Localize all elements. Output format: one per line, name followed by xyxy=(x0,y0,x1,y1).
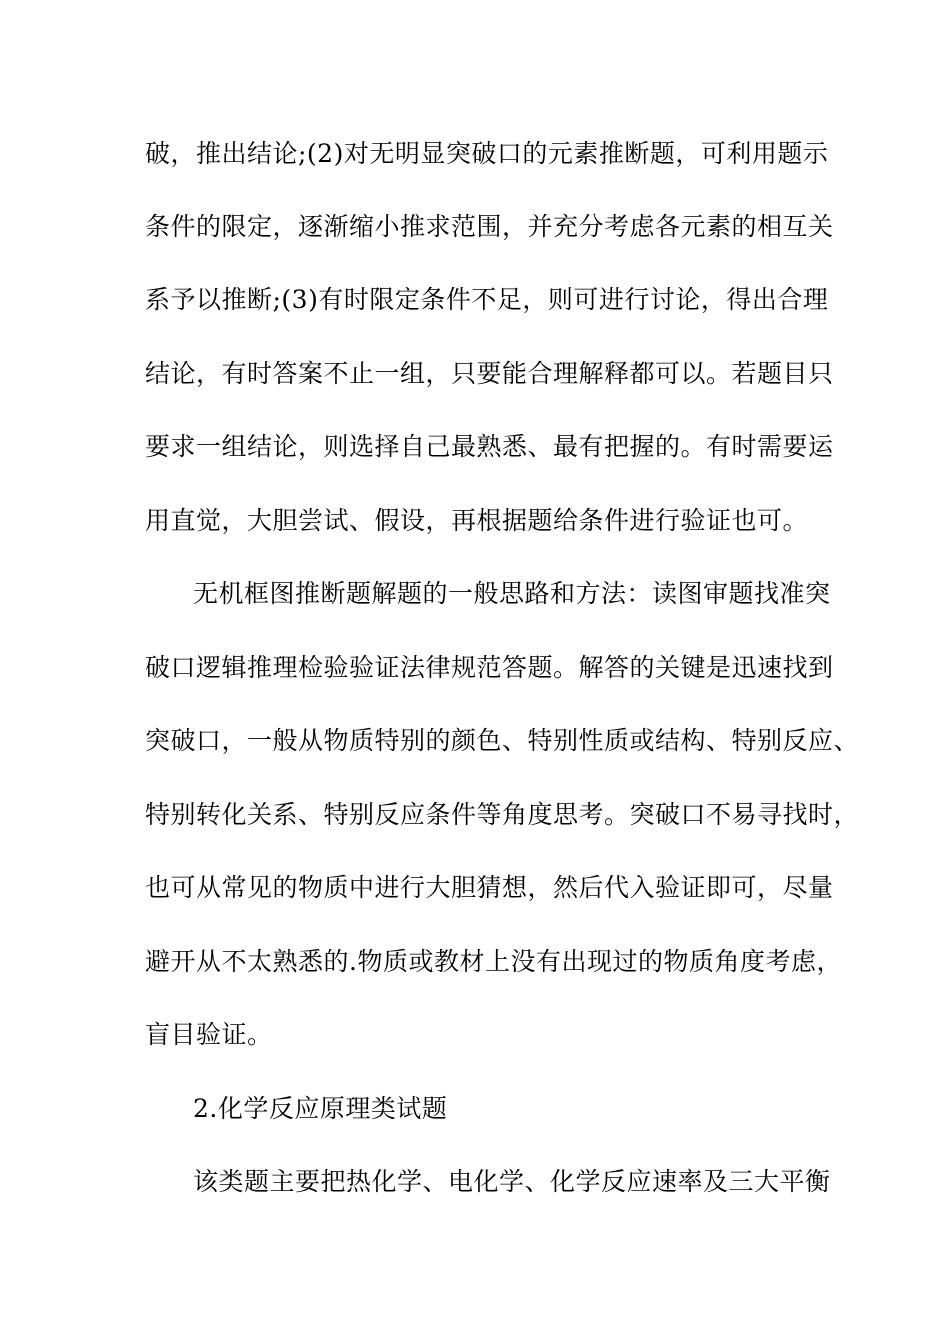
paragraph-line: 也可从常见的物质中进行大胆猜想，然后代入验证即可，尽量 xyxy=(145,873,834,902)
paragraph-line: 无机框图推断题解题的一般思路和方法：读图审题找准突 xyxy=(193,579,831,608)
paragraph-line: 要求一组结论，则选择自己最熟悉、最有把握的。有时需要运 xyxy=(145,432,834,461)
paragraph-line: 突破口，一般从物质特别的颜色、特别性质或结构、特别反应、 xyxy=(145,726,860,755)
paragraph-line: 用直觉，大胆尝试、假设，再根据题给条件进行验证也可。 xyxy=(145,506,809,535)
paragraph-line: 系予以推断;(3)有时限定条件不足，则可进行讨论，得出合理 xyxy=(145,285,829,314)
paragraph-line: 结论，有时答案不止一组，只要能合理解释都可以。若题目只 xyxy=(145,359,834,388)
paragraph-line: 该类题主要把热化学、电化学、化学反应速率及三大平衡 xyxy=(193,1167,831,1196)
paragraph-line: 破，推出结论;(2)对无明显突破口的元素推断题，可利用题示 xyxy=(145,139,829,168)
paragraph-line: 特别转化关系、特别反应条件等角度思考。突破口不易寻找时， xyxy=(145,800,860,829)
paragraph-line: 避开从不太熟悉的.物质或教材上没有出现过的物质角度考虑， xyxy=(145,947,842,976)
section-heading: 2.化学反应原理类试题 xyxy=(193,1094,448,1123)
paragraph-line: 盲目验证。 xyxy=(145,1020,273,1049)
paragraph-line: 条件的限定，逐渐缩小推求范围，并充分考虑各元素的相互关 xyxy=(145,212,834,241)
paragraph-line: 破口逻辑推理检验验证法律规范答题。解答的关键是迅速找到 xyxy=(145,653,834,682)
